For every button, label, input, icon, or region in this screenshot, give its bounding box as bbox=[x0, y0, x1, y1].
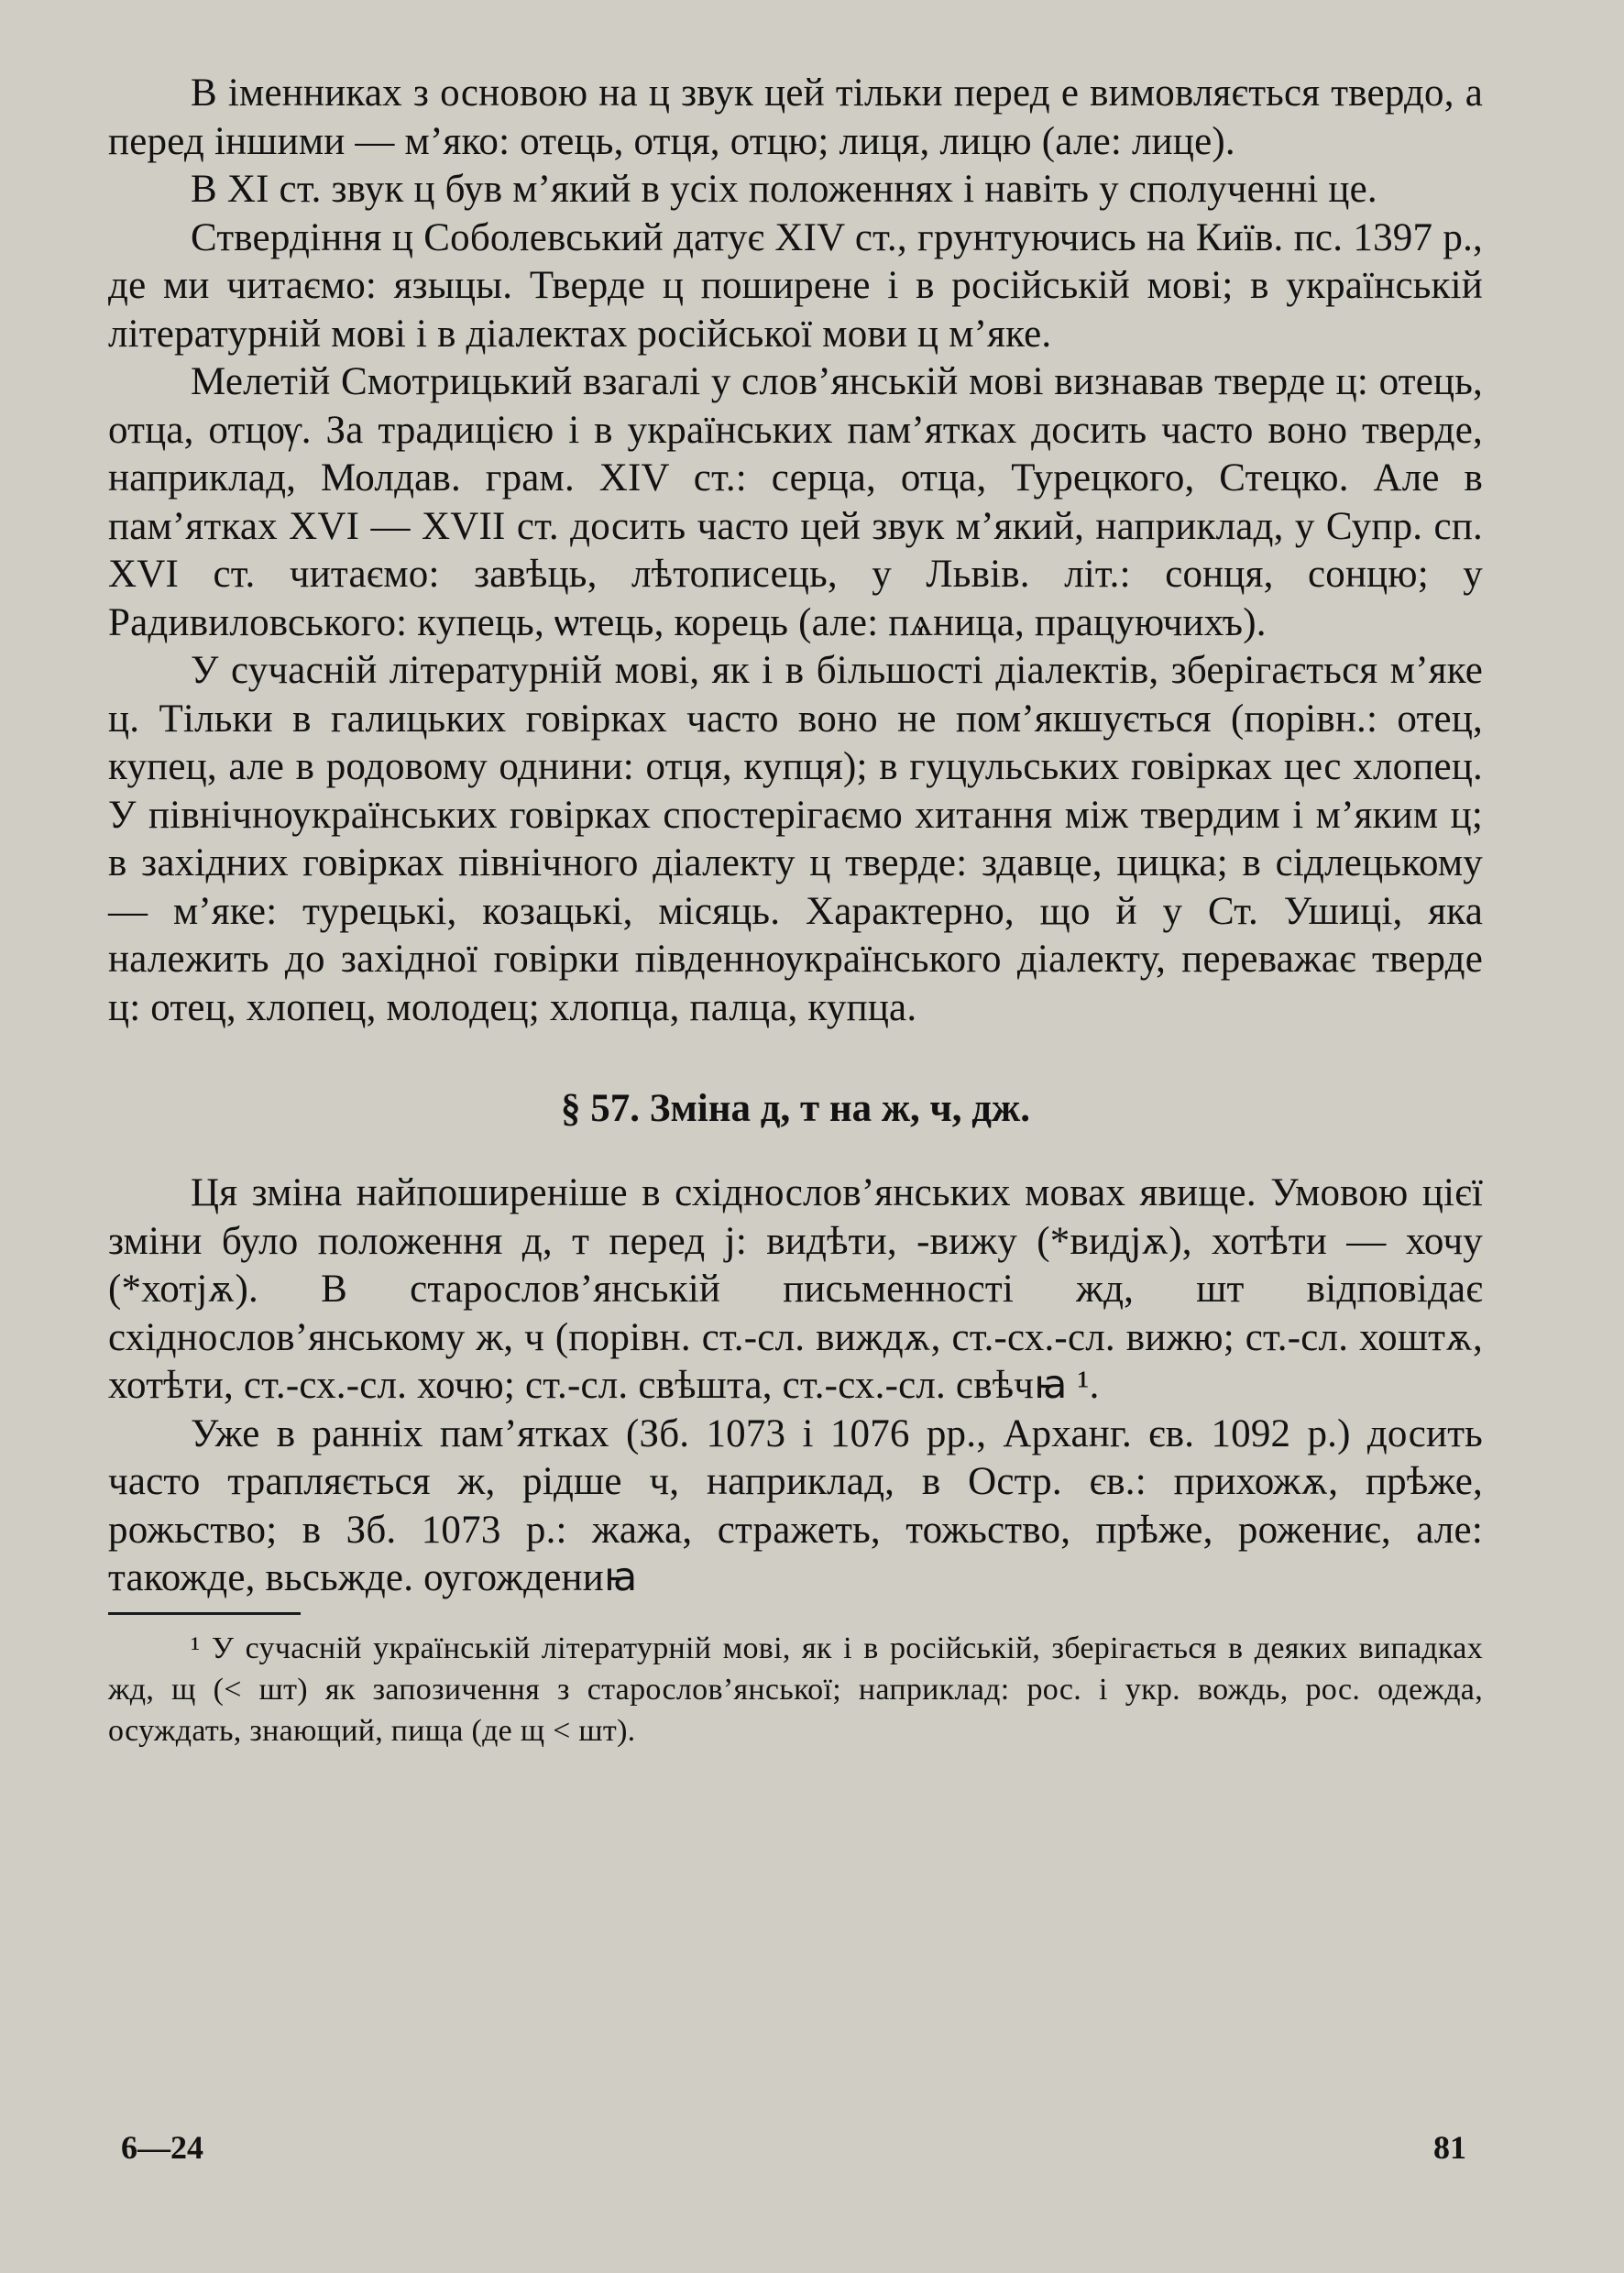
printer-signature: 6—24 bbox=[121, 2129, 203, 2166]
paragraph-7: Уже в ранніх пам’ятках (Зб. 1073 і 1076 рр., Арханг. єв. 1092 р.) досить часто трапляється ж, рідше ч, наприклад, в Остр. єв.: прихожѫ, прѣже, рожьство; в Зб. 1073 р.: жажа, стражеть, тожьство, прѣже, рожениє, але: такожде, вьсьжде. оугождениꙗ bbox=[108, 1411, 1483, 1599]
page-number: 81 bbox=[1433, 2129, 1466, 2166]
paragraph-4: Мелетій Смотрицький взагалі у слов’янській мові визнавав тверде ц: отець, отца, отцѹ. За традицією і в українських пам’ятках досить часто воно тверде, наприклад, Молдав. грам. XIV ст.: серца, отца, Турецкого, Стецко. Але в пам’ятках XVI — XVII ст. досить часто цей звук м’який, наприклад, у Супр. сп. XVI ст. читаємо: завѣць, лѣтописець, у Львів. літ.: сонця, сонцю; у Радивиловського: купець, ѡтець, корець (але: пѧница, працуючихъ). bbox=[108, 360, 1483, 644]
footnote: ¹ У сучасній українській літературній мові, як і в російській, зберігається в деяких випадках жд, щ (< шт) як запозичення з старослов’янської; наприклад: рос. і укр. вождь, рос. одежда, осуждать, знающий, пища (де щ < шт). bbox=[108, 1631, 1483, 1748]
paragraph-5: У сучасній літературній мові, як і в більшості діалектів, зберігається м’яке ц. Тільки в галицьких говірках часто воно не пом’якшується (порівн.: отец, купец, але в родовому однини: отця, купця); в гуцульських говірках цес хлопец. У північноукраїнських говірках спостерігаємо хитання між твердим і м’яким ц; в західних говірках північного діалекту ц тверде: здавце, цицка; в сідлецькому — м’яке: турецькі, козацькі, місяць. Характерно, що й у Ст. Ушиці, яка належить до західної говірки південноукраїнського діалекту, переважає тверде ц: отец, хлопец, молодец; хлопца, палца, купца. bbox=[108, 649, 1483, 1029]
section-heading: § 57. Зміна д, т на ж, ч, дж. bbox=[561, 1087, 1030, 1130]
paragraph-6: Ця зміна найпоширеніше в східнослов’янських мовах явище. Умовою цієї зміни було положення д, т перед j: видѣти, -вижу (*видјѫ), хотѣти — хочу (*хотјѫ). В старослов’янській письменності жд, шт відповідає східнослов’янському ж, ч (порівн. ст.-сл. виждѫ, ст.-сх.-сл. вижю; ст.-сл. хоштѫ, хотѣти, ст.-сх.-сл. хочю; ст.-сл. свѣшта, ст.-сх.-сл. свѣчꙗ ¹. bbox=[108, 1171, 1483, 1407]
text-body bbox=[108, 70, 1483, 1751]
paragraph-1: В іменниках з основою на ц звук цей тільки перед е вимовляється твердо, а перед іншими — м’яко: отець, отця, отцю; лиця, лицю (але: лице). bbox=[108, 71, 1483, 163]
paragraph-3: Ствердіння ц Соболевський датує XIV ст., грунтуючись на Київ. пс. 1397 р., де ми читаємо: языцы. Тверде ц поширене і в російській мові; в українській літературній мові і в діалектах російської мови ц м’яке. bbox=[108, 215, 1483, 356]
footnote-divider bbox=[108, 1612, 301, 1615]
paragraph-2: В XI ст. звук ц був м’який в усіх положеннях і навіть у сполученні це. bbox=[191, 168, 1377, 211]
